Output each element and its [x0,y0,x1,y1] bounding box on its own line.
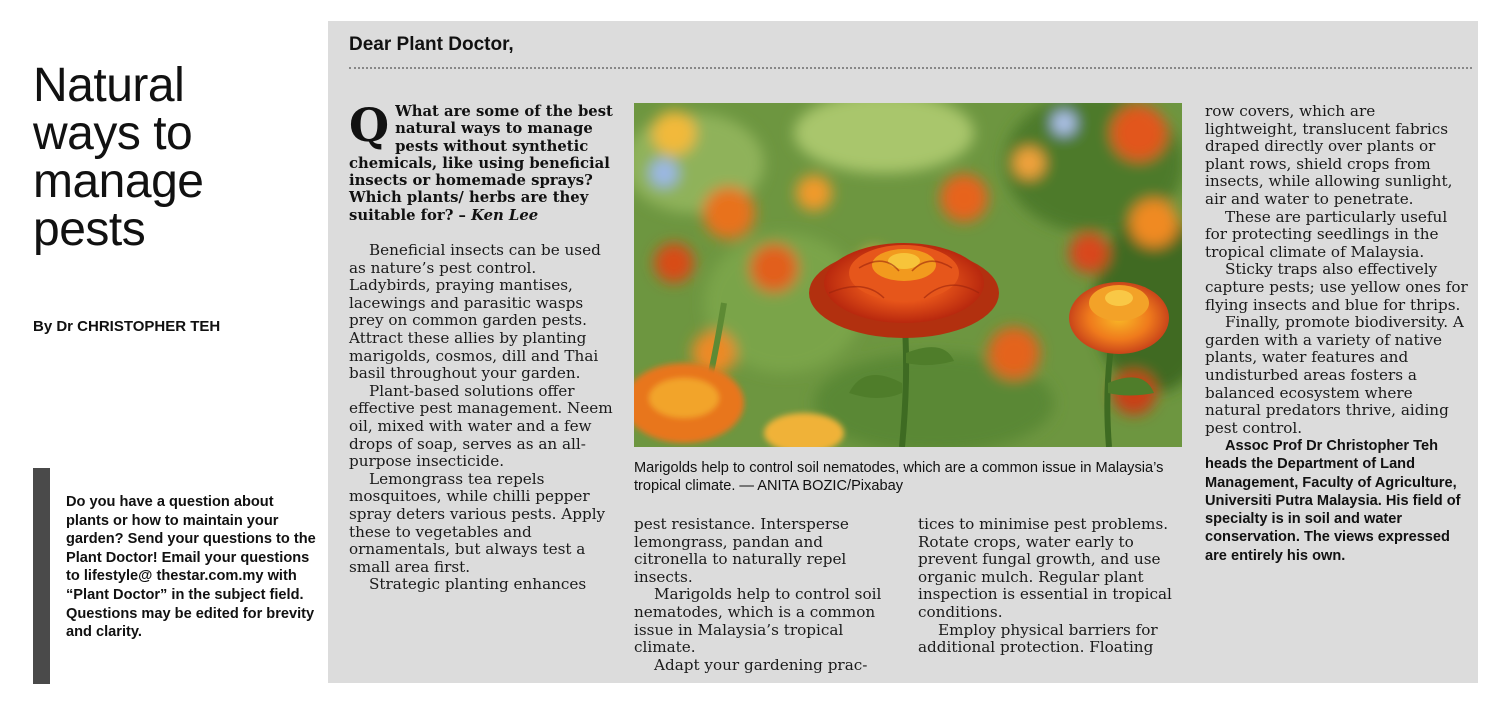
question-text: What are some of the best natural ways to manage pests without synthetic chemicals, like using beneficial insects or homemade sprays? Which plants/ herbs are they suitable for? – [349,103,613,224]
question-author: Ken Lee [471,206,539,224]
dotted-divider [349,67,1472,69]
paragraph: tices to minimise pest problems. Rotate crops, water early to prevent fungal growth, and use organic mulch. Regular plant inspection is essential in tropical conditions. [918,515,1172,621]
paragraph: Employ physical barriers for additional protection. Floating [918,620,1158,657]
paragraph: These are particularly useful for protecting seedlings in the tropical climate of Malaysia. [1205,207,1448,261]
article-column-2 [634,516,899,674]
column-panel [328,21,1478,683]
column-title: Dear Plant Doctor, [349,34,514,55]
marigold-illustration [634,103,1182,447]
paragraph: Finally, promote biodiversity. A garden with a variety of native plants, water features and undisturbed areas fosters a balanced ecosystem where natural predators thrive, aiding pest control. [1205,313,1464,437]
sidebar [0,0,328,706]
secondary-marigold-flower [1069,282,1169,354]
paragraph: Plant-based solutions offer effective pest management. Neem oil, mixed with water and a few drops of soap, serves as an all-purpose insecticide. [349,381,613,471]
cta-accent-bar [33,468,50,684]
paragraph: Strategic planting enhances [369,575,587,594]
drop-cap: Q [349,98,390,152]
article-column-1 [349,98,614,594]
paragraph: row covers, which are lightweight, translucent fabrics draped directly over plants or plant rows, shield crops from insects, while allowing sunlight, air and water to penetrate. [1205,102,1453,208]
photo-caption: Marigolds help to control soil nematodes, which are a common issue in Malaysia’s tropical climate. — ANITA BOZIC/Pixabay [634,460,1164,495]
marigold-photo [634,103,1182,447]
paragraph: Beneficial insects can be used as nature’s pest control. Ladybirds, praying mantises, lacewings and parasitic wasps prey on common garden pests. Attract these allies by planting marigolds, cosmos, dill and Thai basil throughout your garden. [349,241,601,383]
article-column-4 [1205,103,1471,565]
paragraph: Adapt your gardening prac- [654,655,868,674]
article-column-3 [918,516,1183,657]
paragraph: pest resistance. Intersperse lemongrass, pandan and citronella to naturally repel insects. [634,515,849,586]
paragraph: Sticky traps also effectively capture pests; use yellow ones for flying insects and blue for thrips. [1205,260,1468,314]
submission-callout: Do you have a question about plants or how to maintain your garden? Send your questions to the Plant Doctor! Email your questions to lifestyle@ thestar.com.my with “Plant Doctor” in the subject field. Questions may be edited for brevity and clarity. [66,494,316,641]
paragraph: Marigolds help to control soil nematodes, which is a common issue in Malaysia’s tropical climate. [634,585,882,657]
byline: By Dr CHRISTOPHER TEH [33,318,221,335]
paragraph: Lemongrass tea repels mosquitoes, while chilli pepper spray deters various pests. Apply these to vegetables and ornamentals, but always test a small area first. [349,469,606,576]
headline: Natural ways to manage pests [33,59,204,256]
reader-question [349,98,614,224]
author-bio: Assoc Prof Dr Christopher Teh heads the Department of Land Management, Faculty of Agriculture, Universiti Putra Malaysia. His field of specialty is in soil and water conservation. The views expressed are entirely his own. [1205,438,1461,564]
